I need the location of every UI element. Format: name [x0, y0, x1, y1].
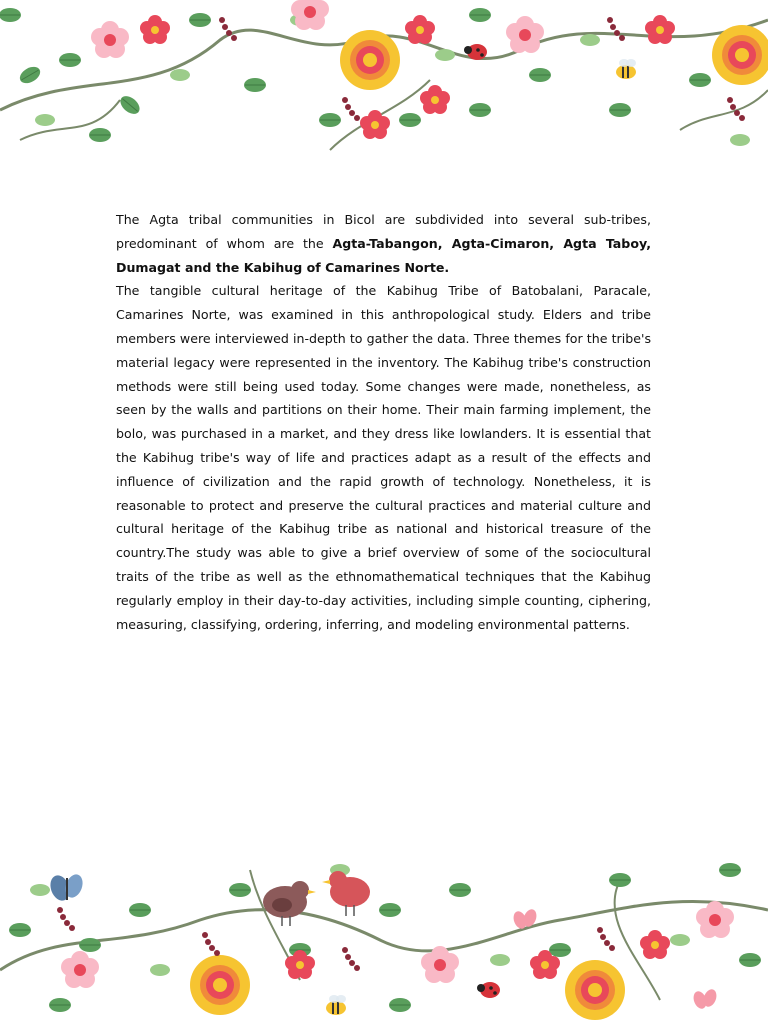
paragraph-intro: [116, 208, 651, 279]
paragraph-study: The tangible cultural heritage of the Kabihug Tribe of Batobalani, Paracale, Camarines Norte, was examined in this anthropological study. Elders and tribe members were interviewed in-depth to gather the data. Three themes for the tribe's material legacy were represented in the inventory. The Kabihug tribe's construction methods were still being used today. Some changes were made, nonetheless, as seen by the walls and partitions on their home. Their main farming implement, the bolo, was purchased in a market, and they dress like lowlanders. It is essential that the Kabihug tribe's way of life and practices adapt as a result of the effects and influence of civilization and the rapid growth of technology. Nonetheless, it is reasonable to protect and preserve the cultural practices and material culture and cultural heritage of the Kabihug tribe as national and historical treasure of the country.The study was able to give a brief overview of some of the sociocultural traits of the tribe as well as the ethnomathematical techniques that the Kabihug regularly employ in their day-to-day activities, including simple counting, ciphering, measuring, classifying, ordering, inferring, and modeling environmental patterns.: [116, 283, 651, 632]
butterfly-icon: [47, 872, 86, 903]
bottom-floral-border: [0, 850, 768, 1024]
butterfly-icon: [691, 987, 718, 1010]
top-floral-border: [0, 0, 768, 175]
bird-icon: [263, 881, 316, 926]
sub-tribe-names: Agta-Tabangon, Agta-Cimaron, Agta Taboy, Dumagat and the Kabihug of Camarines Norte.: [116, 235, 651, 275]
bird-icon: [322, 871, 370, 916]
intro-text: The Agta tribal communities in Bicol are subdivided into several sub-tribes, predominant of whom are the: [116, 212, 651, 251]
ladybug-icon: [477, 982, 500, 998]
bee-icon: [326, 995, 346, 1015]
bee-icon: [616, 59, 636, 79]
document-body: [116, 208, 651, 636]
